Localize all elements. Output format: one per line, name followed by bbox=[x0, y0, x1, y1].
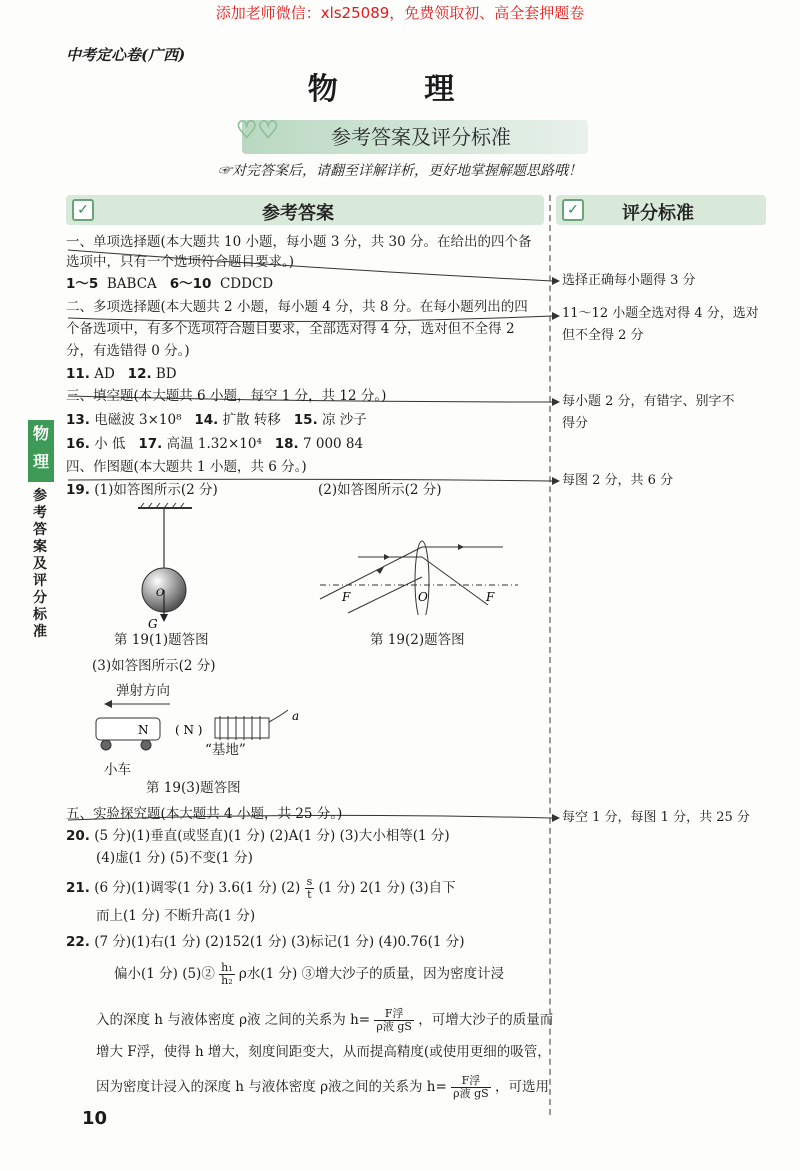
arrow-head bbox=[552, 398, 560, 406]
answer-value: 扩散 转移 bbox=[222, 412, 281, 428]
answer-11-12 bbox=[66, 364, 177, 384]
banner-title: 参考答案及评分标准 bbox=[331, 125, 511, 149]
heart-icon: ♡♡ bbox=[236, 116, 280, 144]
fraction bbox=[219, 962, 235, 987]
numerator: F浮 bbox=[451, 1075, 491, 1088]
figure-19-1 bbox=[120, 500, 220, 630]
focus-label: F bbox=[486, 590, 495, 604]
figure-19-2-caption: 第 19(2)题答图 bbox=[370, 632, 465, 648]
car-label: 小车 bbox=[104, 762, 131, 778]
electromagnet-pole-label: ( N ) bbox=[175, 723, 203, 737]
page-title: 物 理 bbox=[307, 72, 493, 107]
answer-value: 电磁波 3×10⁸ bbox=[94, 412, 182, 428]
answer-value: BABCA bbox=[106, 276, 157, 292]
check-icon: ✓ bbox=[562, 199, 584, 221]
question-22 bbox=[66, 932, 464, 952]
arrow-head bbox=[552, 312, 560, 320]
car-body bbox=[96, 718, 160, 740]
numerator: F浮 bbox=[374, 1008, 414, 1021]
question-21-cont: 而上(1 分) 不断升高(1 分) bbox=[96, 908, 256, 924]
answer-value: 7 000 84 bbox=[302, 436, 364, 452]
gravity-arrow-head bbox=[160, 614, 168, 622]
answer-value: ρ水(1 分) ③增大沙子的质量，因为密度计浸 bbox=[238, 966, 505, 982]
wire-line bbox=[269, 710, 288, 722]
watermark-text: 添加老师微信：xls25089，免费领取初、高全套押题卷 bbox=[215, 4, 585, 22]
question-number: 14. bbox=[194, 412, 219, 428]
ball-center-label: O bbox=[156, 588, 165, 599]
magnet-pole-label: N bbox=[138, 723, 149, 737]
question-22-cont bbox=[114, 962, 504, 987]
numerator: h₁ bbox=[221, 961, 233, 974]
question-number: 16. bbox=[66, 436, 90, 452]
section-1-heading: 一、单项选择题(本大题共 10 小题，每小题 3 分，共 30 分。在给出的四个备 bbox=[66, 234, 532, 250]
section-2-heading-cont: 个备选项中，有多个选项符合题目要求，全部选对得 4 分，选对但不全得 2 bbox=[66, 321, 515, 337]
fraction bbox=[305, 876, 315, 901]
question-number: 22. bbox=[66, 934, 90, 950]
question-20-cont: (4)虚(1 分) (5)不变(1 分) bbox=[96, 850, 253, 866]
answer-value: 高温 1.32×10⁴ bbox=[166, 436, 262, 452]
question-number: 11. bbox=[66, 366, 90, 382]
answer-value: 凉 沙子 bbox=[322, 412, 367, 428]
question-22-cont bbox=[96, 1075, 549, 1100]
question-22-cont bbox=[96, 1008, 553, 1033]
section-2-heading-cont: 分，有选错得 0 分。) bbox=[66, 343, 190, 359]
answer-value: ，可增大沙子的质量而 bbox=[418, 1012, 554, 1028]
wire-label: a bbox=[292, 709, 300, 723]
side-label: 参考答案及评分标准 bbox=[33, 488, 47, 640]
ray-in bbox=[320, 547, 422, 599]
question-number: 17. bbox=[138, 436, 163, 452]
car-wheel bbox=[141, 740, 151, 750]
series-label: 中考定心卷(广西) bbox=[66, 46, 186, 64]
section-5-heading: 五、实验探究题(本大题共 4 小题，共 25 分。) bbox=[66, 806, 343, 822]
denominator: t bbox=[307, 888, 312, 901]
electromagnet-core bbox=[215, 718, 269, 738]
question-number: 15. bbox=[293, 412, 318, 428]
ray-out bbox=[422, 557, 488, 605]
question-22-cont: 增大 F浮，使得 h 增大，刻度间距变大，从而提高精度(或使用更细的吸管， bbox=[96, 1044, 551, 1060]
lens-center-label: O bbox=[418, 590, 428, 604]
criteria-5: 每空 1 分，每图 1 分，共 25 分 bbox=[562, 810, 750, 825]
question-number: 12. bbox=[127, 366, 152, 382]
ray-arrow-head bbox=[458, 544, 464, 550]
figure-19-1-caption: 第 19(1)题答图 bbox=[114, 632, 209, 648]
arrow-head bbox=[552, 477, 560, 485]
question-number: 21. bbox=[66, 880, 90, 896]
launch-direction-label: 弹射方向 bbox=[116, 683, 170, 699]
gravity-label: G bbox=[148, 617, 158, 630]
answer-value: CDDCD bbox=[219, 276, 274, 292]
answer-value: (5 分)(1)垂直(或竖直)(1 分) (2)A(1 分) (3)大小相等(1 分) bbox=[94, 828, 450, 844]
question-19-part-2: (2)如答图所示(2 分) bbox=[318, 482, 442, 498]
tip-text: ☞对完答案后，请翻至详解详析，更好地掌握解题思路哦！ bbox=[218, 163, 582, 179]
answer-value: 因为密度计浸入的深度 h 与液体密度 ρ液之间的关系为 h= bbox=[96, 1079, 447, 1095]
answer-value: (1 分) 2(1 分) (3)自下 bbox=[318, 880, 456, 896]
fraction bbox=[451, 1075, 491, 1100]
question-number: 20. bbox=[66, 828, 90, 844]
page-number: 10 bbox=[82, 1108, 108, 1129]
arrow-head bbox=[552, 277, 560, 285]
question-19-part-3: (3)如答图所示(2 分) bbox=[92, 658, 216, 674]
denominator: ρ液 gS bbox=[453, 1087, 489, 1100]
criteria-2-cont: 但不全得 2 分 bbox=[562, 328, 644, 343]
figure-19-3-caption: 第 19(3)题答图 bbox=[146, 780, 241, 796]
answer-value: 偏小(1 分) (5)② bbox=[114, 966, 215, 982]
section-4-heading: 四、作图题(本大题共 1 小题，共 6 分。) bbox=[66, 459, 307, 475]
criteria-4: 每图 2 分，共 6 分 bbox=[562, 473, 674, 488]
section-2-heading: 二、多项选择题(本大题共 2 小题，每小题 4 分，共 8 分。在每小题列出的四 bbox=[66, 299, 528, 315]
car-wheel bbox=[101, 740, 111, 750]
fraction bbox=[374, 1008, 414, 1033]
criteria-3-cont: 得分 bbox=[562, 416, 589, 431]
criteria-header-label: 评分标准 bbox=[622, 203, 694, 224]
answer-value: (1)如答图所示(2 分) bbox=[94, 482, 218, 498]
criteria-3: 每小题 2 分，有错字、别字不 bbox=[562, 394, 735, 409]
section-3-heading: 三、填空题(本大题共 6 小题，每空 1 分，共 12 分。) bbox=[66, 388, 387, 404]
question-20 bbox=[66, 826, 450, 846]
answer-value: (6 分)(1)调零(1 分) 3.6(1 分) (2) bbox=[94, 880, 301, 896]
answers-header-label: 参考答案 bbox=[262, 203, 334, 224]
answer-value: ，可选用 bbox=[494, 1079, 549, 1095]
criteria-1: 选择正确每小题得 3 分 bbox=[562, 273, 696, 288]
question-21 bbox=[66, 876, 456, 901]
question-number: 18. bbox=[274, 436, 299, 452]
figure-19-2 bbox=[318, 535, 528, 615]
criteria-2: 11～12 小题全选对得 4 分，选对 bbox=[562, 306, 759, 321]
question-number: 13. bbox=[66, 412, 90, 428]
arrow-head bbox=[552, 814, 560, 822]
question-number: 1～5 bbox=[66, 276, 99, 292]
answer-value: BD bbox=[155, 366, 177, 382]
question-19-part-1 bbox=[66, 480, 218, 500]
subject-tab-label: 物理 bbox=[32, 424, 49, 471]
answer-value: 小 低 bbox=[94, 436, 126, 452]
answer-value: 入的深度 h 与液体密度 ρ液 之间的关系为 h= bbox=[96, 1012, 371, 1028]
answer-16-18 bbox=[66, 434, 363, 454]
ray-in bbox=[348, 577, 422, 613]
denominator: ρ液 gS bbox=[376, 1020, 412, 1033]
section-1-heading-cont: 选项中，只有一个选项符合题目要求。) bbox=[66, 254, 295, 270]
answer-1-10 bbox=[66, 274, 273, 294]
ray-arrow-head bbox=[384, 554, 390, 560]
base-label: “基地” bbox=[205, 742, 246, 758]
focus-label: F bbox=[342, 590, 351, 604]
answer-value: AD bbox=[94, 366, 115, 382]
denominator: h₂ bbox=[221, 974, 233, 987]
numerator: s bbox=[306, 875, 313, 888]
question-number: 19. bbox=[66, 482, 90, 498]
question-number: 6～10 bbox=[169, 276, 212, 292]
check-icon: ✓ bbox=[72, 199, 94, 221]
direction-arrow-head bbox=[104, 700, 112, 708]
answer-value: (7 分)(1)右(1 分) (2)152(1 分) (3)标记(1 分) (4)0.76(1 分) bbox=[94, 934, 465, 950]
answer-13-15 bbox=[66, 410, 367, 430]
